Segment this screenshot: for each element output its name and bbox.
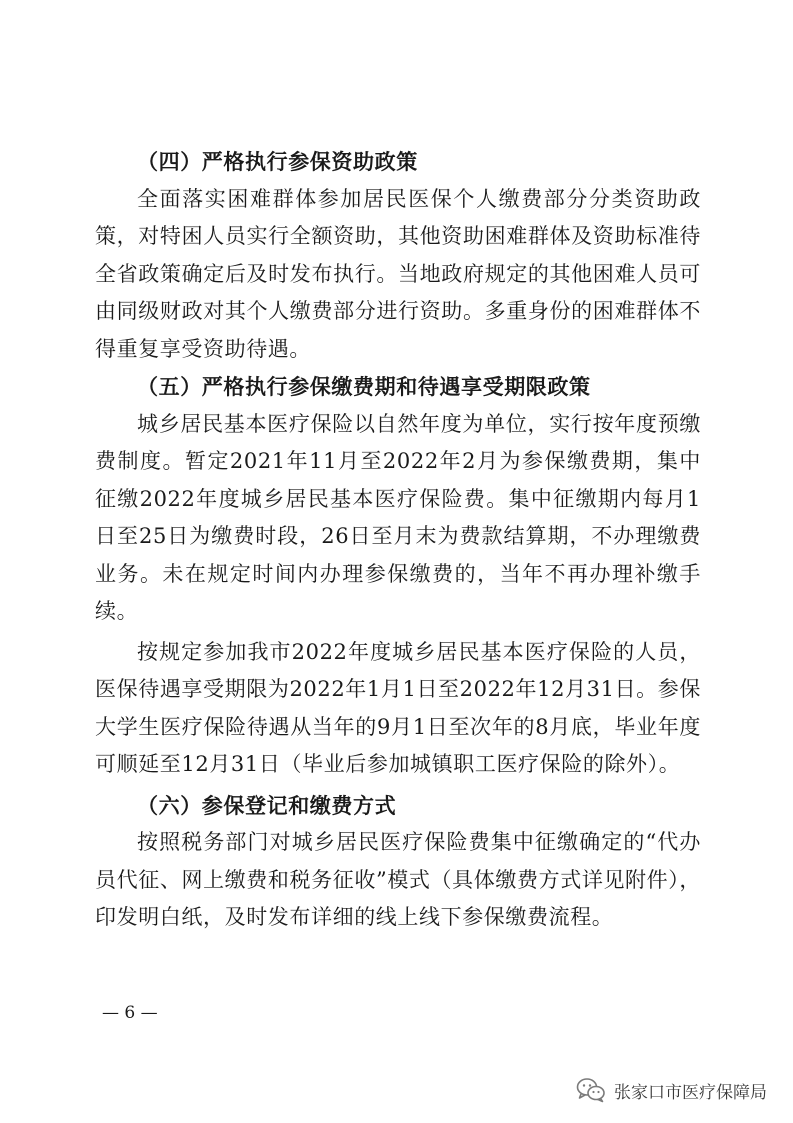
section-heading-4: （四）严格执行参保资助政策 — [137, 149, 418, 174]
section-heading-6: （六）参保登记和缴费方式 — [137, 792, 397, 818]
paragraph-benefit-period: 按规定参加我市2022年度城乡居民基本医疗保险的人员，医保待遇享受期限为2022年1月1日至2022年12月31日。参保大学生医疗保险待遇从当年的9月1日至次年的8月底，毕业年度可顺延至12月31日（毕业后参加城镇职工医疗保险的除外）。 — [95, 639, 701, 776]
paragraph-payment-method: 按照税务部门对城乡居民医疗保险费集中征缴确定的“代办员代征、网上缴费和税务征收”模式（具体缴费方式详见附件），印发明白纸，及时发布详细的线上线下参保缴费流程。 — [95, 830, 701, 929]
watermark-text: 张家口市医疗保障局 — [614, 1082, 767, 1103]
section-heading-5: （五）严格执行参保缴费期和待遇享受期限政策 — [137, 374, 591, 399]
wechat-icon — [576, 1077, 606, 1103]
paragraph-subsidy: 全面落实困难群体参加居民医保个人缴费部分分类资助政策，对特困人员实行全额资助，其他资助困难群体及资助标准待全省政策确定后及时发布执行。当地政府规定的其他困难人员可由同级财政对其个人缴费部分进行资助。多重身份的困难群体不得重复享受资助待遇。 — [95, 186, 701, 361]
page-number: — 6 — — [102, 1003, 158, 1023]
document-body — [95, 143, 701, 937]
paragraph-payment-period: 城乡居民基本医疗保险以自然年度为单位，实行按年度预缴费制度。暂定2021年11月至2022年2月为参保缴费期，集中征缴2022年度城乡居民基本医疗保险费。集中征缴期内每月1日至25日为缴费时段，26日至月末为费款结算期，不办理缴费业务。未在规定时间内办理参保缴费的，当年不再办理补缴手续。 — [95, 411, 701, 623]
wechat-watermark — [576, 1077, 767, 1103]
